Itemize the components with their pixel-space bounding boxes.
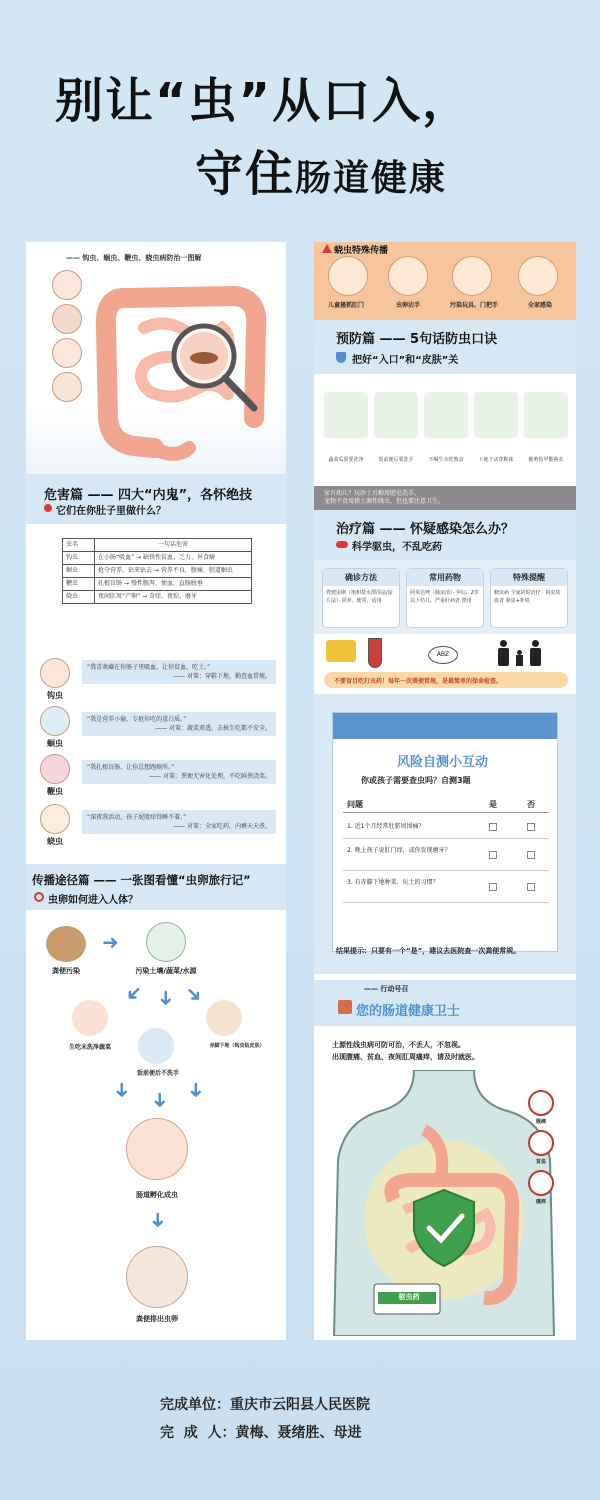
hookworm-icon	[40, 658, 70, 688]
intestine-icon	[126, 1118, 188, 1180]
pinworm-title: 蛲虫特殊传播	[334, 246, 389, 256]
harm-sub: 它们在你肚子里做什么？	[56, 506, 166, 517]
yes-checkbox[interactable]	[489, 851, 497, 859]
intestine-illustration	[94, 268, 274, 468]
yes-checkbox[interactable]	[489, 823, 497, 831]
pinworm-icon	[40, 804, 70, 834]
wash-hands-icon	[374, 392, 418, 438]
treat-card-reminder: 特殊提醒 蛲虫病 全家同时治疗 · 钩虫贫血者 驱虫+补铁	[490, 568, 568, 628]
arrow-right-icon: ➜	[102, 930, 119, 954]
arrow-down-left-icon: ➜	[119, 979, 149, 1009]
shield-icon	[336, 352, 346, 363]
nail-clipper-icon	[524, 392, 568, 438]
prevent-title: 预防篇 —— 5句话防虫口诀	[336, 332, 498, 347]
overview-subtitle: —— 钩虫、蛔虫、鞭虫、蛲虫病防治一图解	[66, 254, 202, 262]
yes-checkbox[interactable]	[489, 883, 497, 891]
quiz-row: 3. 有赤脚下地种菜、玩土的习惯？	[343, 873, 549, 903]
main-title-line2: 守住肠道健康	[195, 146, 448, 202]
worm-thumb-3	[52, 338, 82, 368]
action-text2: 出现腹痛、贫血、夜间肛周瘙痒，请及时就医。	[332, 1053, 479, 1061]
no-checkbox[interactable]	[527, 883, 535, 891]
action-header	[314, 980, 576, 1026]
quiz-card	[332, 712, 558, 952]
worm-thumb-2	[52, 304, 82, 334]
wash-vegetables-icon	[324, 392, 368, 438]
flow-step-6: 肠道孵化成虫	[136, 1191, 178, 1199]
left-column: —— 钩虫、蛔虫、鞭虫、蛲虫病防治一图解 危害篇 —— 四大“内鬼”，各怀绝技 它们在你肚子里做什么？ 虫名 一句话危害 钩虫 在小肠“吸血” → 缺铁性贫血、乏力、异食癖 蛔虫 抢夺营养，钻来钻去 → 营养不良、腹痛、胆道蛔虫 鞭虫 扎根盲肠 → 慢性腹泻、便血、直肠脱垂 蛲虫 夜间肛周“产卵” → 奇痒、夜惊、磨牙 钩虫 “我喜欢藏在你肠子里吸血，让你贫血、吃土。” —— 对策：穿鞋下地，勤查血常规。 蛔虫 “我是营养小偷，专抢你吃的蛋白质。” —— 对策：蔬菜煮透，去核生吃都不安全。 鞭虫 “我扎根盲肠，让你总想跑厕所。” —— 对策：粪便无害化处理，不吃鲜粪浇菜。 蛲虫 “深夜我活动，孩子屁股痒得睡不着。” —— 对策：全家吃药，内裤天天煮。 传播途径篇 —— 一张图看懂“虫卵旅行记” 虫卵如何进入人体？ 粪便污染 ➜ 污染土壤/蔬菜/水源 ➜ ➜ ➜ 生吃未洗净蔬菜 饭前便后不洗手 赤脚下地（钩虫钻皮肤） ➜ ➜ ➜ 肠道孵化成虫 ➜ 粪便排出虫卵	[26, 242, 286, 1340]
flow-step-5: 赤脚下地（钩虫钻皮肤）	[209, 1043, 265, 1049]
arrow-down-right-icon: ➜	[179, 979, 209, 1009]
table-row: 虫名 一句话危害	[63, 539, 252, 552]
treat-title: 治疗篇 —— 怀疑感染怎么办？	[336, 522, 515, 537]
recycle-icon	[146, 922, 186, 962]
quiz-row: 1. 近1个月经常肚脐周围痛？	[343, 815, 549, 839]
main-title-line1: 别让“虫”从口入，	[55, 73, 473, 129]
pill-box-label: 驱虫药	[398, 1293, 420, 1301]
prevent-header	[314, 320, 576, 374]
whipworm-icon	[40, 754, 70, 784]
harm-header	[26, 474, 286, 524]
eating-icon	[72, 1000, 108, 1036]
worm-thumb-4	[52, 372, 82, 402]
quiz-question: 你或孩子需要查虫吗？自测3题	[361, 776, 471, 785]
quote-hookworm: “我喜欢藏在你肠子里吸血，让你贫血、吃土。” —— 对策：穿鞋下地，勤查血常规。	[82, 660, 276, 684]
spread-sub: 虫卵如何进入人体？	[48, 895, 138, 906]
feces-icon	[126, 1246, 188, 1308]
calendar-top	[333, 713, 557, 739]
test-tube-icon	[368, 638, 382, 668]
flow-step-4: 饭前便后不洗手	[136, 1070, 179, 1077]
arrow-down-icon: ➜	[184, 1081, 209, 1099]
warning-icon	[322, 244, 332, 253]
arrow-down-icon: ➜	[110, 1081, 135, 1099]
worm-thumb-1	[52, 270, 82, 300]
megaphone-icon	[326, 640, 356, 662]
hands-icon	[138, 1028, 174, 1064]
pinworm-step-icon	[388, 256, 428, 296]
family-icon	[498, 640, 544, 666]
harm-table	[62, 538, 252, 604]
roundworm-icon	[40, 706, 70, 736]
table-row: 蛔虫 抢夺营养，钻来钻去 → 营养不良、腹痛、胆道蛔虫	[63, 565, 252, 578]
action-title: 您的肠道健康卫士	[356, 1004, 461, 1019]
alarm-icon	[44, 504, 52, 512]
treat-sub: 科学驱虫，不乱吃药	[352, 542, 442, 553]
pill-icon	[336, 541, 348, 548]
flow-step-3: 生吃未洗净蔬菜	[68, 1044, 111, 1051]
quote-roundworm: “我是营养小偷，专抢你吃的蛋白质。” —— 对策：蔬菜煮透，去核生吃都不安全。	[82, 712, 276, 736]
action-text1: 土源性线虫病可防可治，不丢人，不忽视。	[332, 1041, 465, 1049]
flow-step-2: 污染土壤/蔬菜/水源	[135, 967, 197, 975]
abz-pill: ABZ	[428, 646, 458, 664]
overview-section	[26, 242, 286, 474]
boots-icon	[474, 392, 518, 438]
quiz-header-row: 问题 是 否	[343, 795, 549, 813]
harm-title: 危害篇 —— 四大“内鬼”，各怀绝技	[44, 488, 253, 503]
no-checkbox[interactable]	[527, 823, 535, 831]
spread-header	[26, 864, 286, 910]
boil-water-icon	[424, 392, 468, 438]
footer-unit: 完成单位：重庆市云阳县人民医院	[160, 1397, 370, 1413]
pinworm-step-icon	[328, 256, 368, 296]
arrow-down-icon: ➜	[154, 989, 179, 1007]
quiz-title: 风险自测小互动	[397, 755, 489, 770]
prevent-sub: 把好“入口”和“皮肤”关	[352, 355, 459, 366]
treat-warning: 不要盲目吃打虫药！每年一次粪便常规，是最简单的保命检查。	[324, 672, 568, 688]
anemia-icon	[528, 1130, 554, 1156]
quiz-row: 2. 晚上孩子说肛门痒，或你发现磨牙？	[343, 841, 549, 871]
prevent-note-band: 家有幼儿？玩沙土后勤用肥皂洗手。 宠物不食用猪土源性线虫，但也要注意卫生。	[314, 486, 576, 510]
treat-card-drugs: 常用药物 阿苯达唑（肠虫清）· 孕妇、2岁以下幼儿、严重肝病者 禁用	[406, 568, 484, 628]
flow-step-7: 粪便排出虫卵	[136, 1315, 178, 1323]
footer-people: 完 成 人：黄梅、聂绪胜、母进	[160, 1425, 362, 1441]
quiz-result: 结果提示：只要有一个“是”，建议去医院查一次粪便常规。	[336, 947, 521, 955]
table-row: 鞭虫 扎根盲肠 → 慢性腹泻、便血、直肠脱垂	[63, 578, 252, 591]
arrow-down-icon: ➜	[146, 1211, 171, 1229]
hospital-icon	[338, 1000, 352, 1014]
flow-step-1: 粪便污染	[52, 967, 80, 975]
spread-title: 传播途径篇 —— 一张图看懂“虫卵旅行记”	[32, 873, 251, 887]
no-entry-icon	[34, 892, 44, 902]
arrow-down-icon: ➜	[148, 1091, 173, 1109]
table-row: 蛲虫 夜间肛周“产卵” → 奇痒、夜惊、磨牙	[63, 591, 252, 604]
soil-icon	[46, 926, 86, 962]
foot-icon	[206, 1000, 242, 1036]
itch-icon	[528, 1170, 554, 1196]
treat-header	[314, 510, 576, 560]
table-row: 钩虫 在小肠“吸血” → 缺铁性贫血、乏力、异食癖	[63, 552, 252, 565]
quote-whipworm: “我扎根盲肠，让你总想跑厕所。” —— 对策：粪便无害化处理，不吃鲜粪浇菜。	[82, 760, 276, 784]
pinworm-step-icon	[452, 256, 492, 296]
action-tag: —— 行动号召	[364, 985, 409, 993]
harm-table-wrap	[62, 538, 252, 604]
pinworm-band: 蛲虫特殊传播 儿童搔抓肛门 虫卵沾手 污染玩具、门把手 全家感染	[314, 242, 576, 320]
no-checkbox[interactable]	[527, 851, 535, 859]
pinworm-step-icon	[518, 256, 558, 296]
treat-card-diagnosis: 确诊方法 粪便虫卵（饱和盐水漂浮法/涂片法）· 同养、便常、适用	[322, 568, 400, 628]
quote-pinworm: “深夜我活动，孩子屁股痒得睡不着。” —— 对策：全家吃药，内裤天天煮。	[82, 810, 276, 834]
stomachache-icon	[528, 1090, 554, 1116]
right-column: 蛲虫特殊传播 儿童搔抓肛门 虫卵沾手 污染玩具、门把手 全家感染 预防篇 —— 5句话防虫口诀 把好“入口”和“皮肤”关 蔬菜瓜果要洗净 饭前便后要洗手 不喝生水吃熟食 下地干活穿鞋袜 勤剪指甲勤换衣 家有幼儿？玩沙土后勤用肥皂洗手。 宠物不食用猪土源性线虫，但也要注意卫生。 治疗篇 —— 怀疑感染怎么办？ 科学驱虫，不乱吃药 确诊方法 粪便虫卵（饱和盐水漂浮法/涂片法）· 同养、便常、适用 常用药物 阿苯达唑（肠虫清）· 孕妇、2岁以下幼儿、严重肝病者 禁用 特殊提醒 蛲虫病 全家同时治疗 · 钩虫贫血者 驱虫+补铁 ABZ 不要盲目吃打虫药！每年一次粪便常规，是最简单的保命检查。 风险自测小互动 你或孩子需要查虫吗？自测3题 问题 是 否 1. 近1个月经常肚脐周围痛？ 2. 晚上孩子说肛门痒，或你发现磨牙？ 3. 有赤脚下地种菜、玩土的习惯？ 结果提示：只要有一个“是”，建议去医院查一次粪便常规。 —— 行动号召 您的肠道健康卫士 土源性线虫病可防可治，不丢人，不忽视。 出现腹痛、贫血、夜间肛周瘙痒，请及时就医。 驱虫药 腹痛 贫血 瘙痒	[314, 242, 576, 1340]
